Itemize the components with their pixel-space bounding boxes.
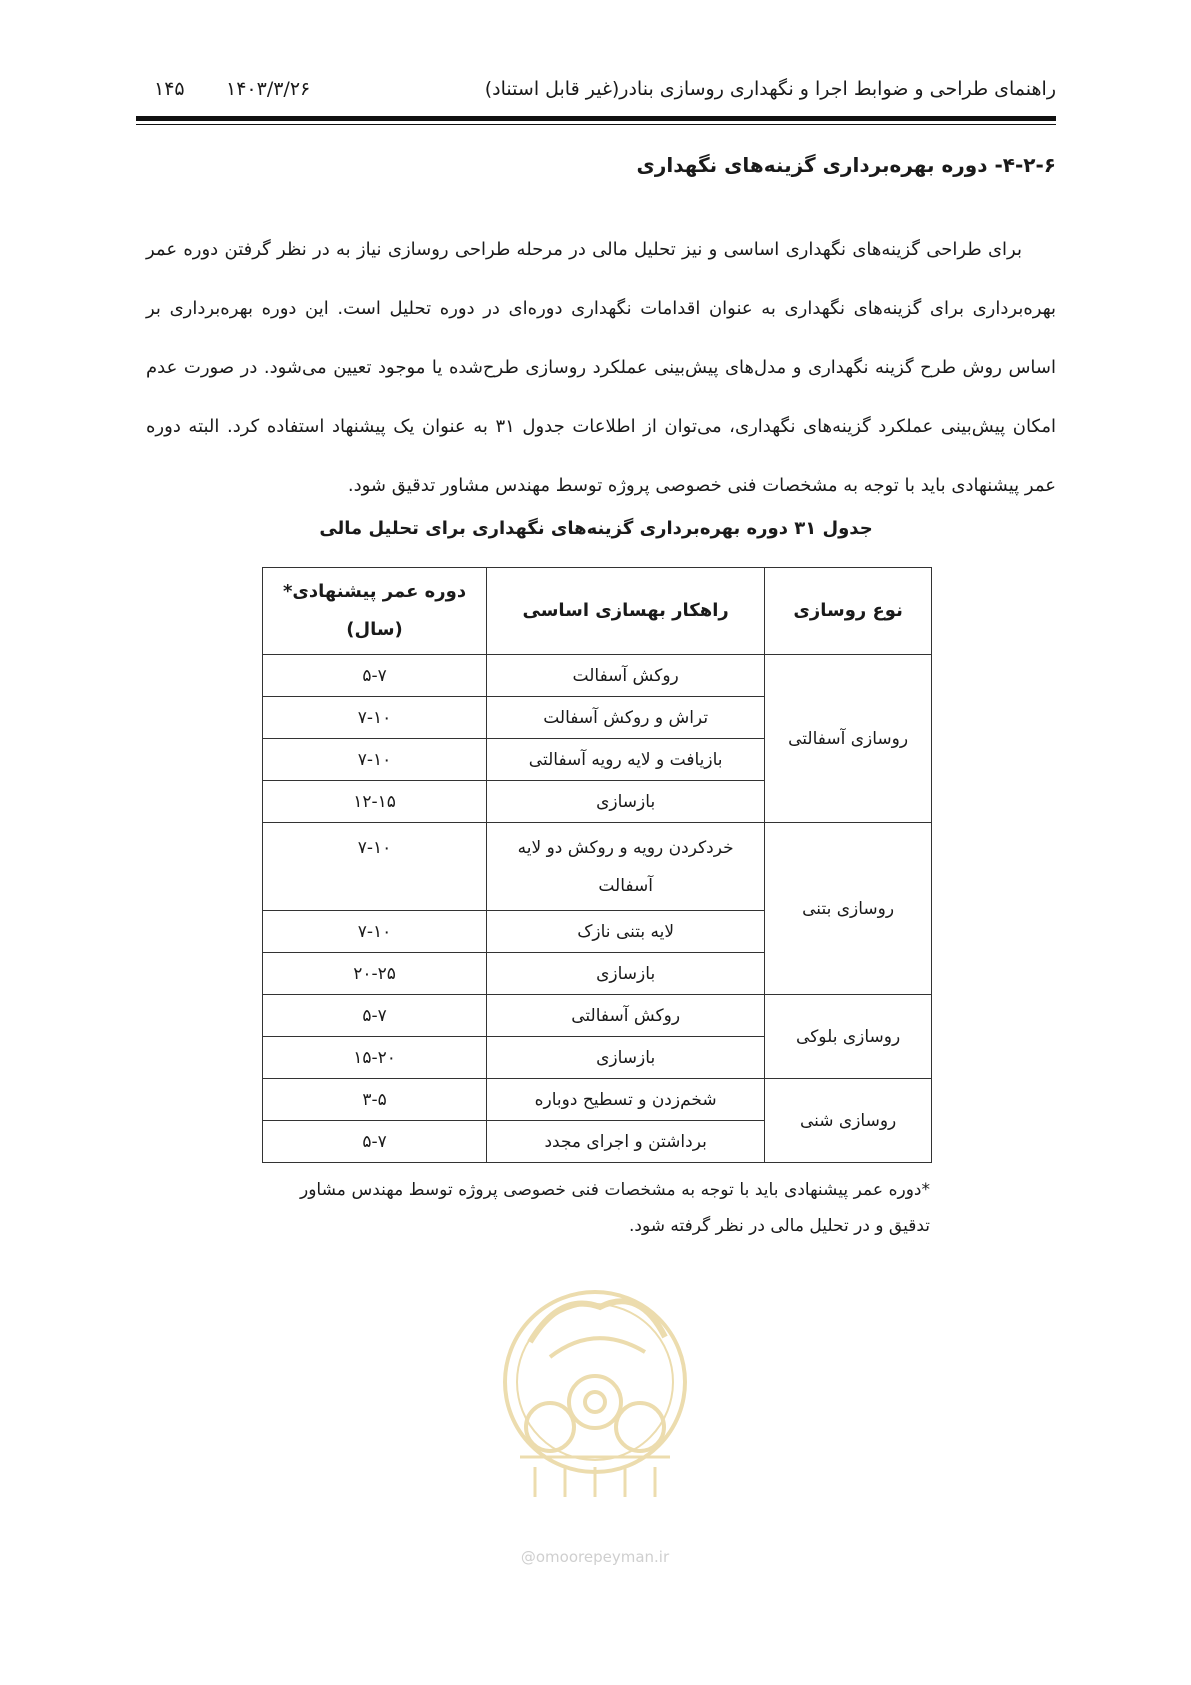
running-title: راهنمای طراحی و ضوابط اجرا و نگهداری روسازی بنادر(غیر قابل استناد): [484, 78, 1056, 100]
header-rehab-method: راهکار بهسازی اساسی: [487, 568, 765, 655]
pavement-type-cell: روسازی بتنی: [765, 823, 932, 995]
method-cell: تراش و روکش آسفالت: [487, 697, 765, 739]
method-cell: شخم‌زدن و تسطیح دوباره: [487, 1079, 765, 1121]
life-cell: ۱۵-۲۰: [263, 1037, 487, 1079]
header-rule-thin: [136, 124, 1056, 125]
table-row: [263, 823, 932, 911]
method-cell: بازسازی: [487, 781, 765, 823]
life-cell: ۷-۱۰: [263, 697, 487, 739]
method-cell: لایه بتنی نازک: [487, 911, 765, 953]
page-header: [136, 78, 1056, 108]
table-footnote: *دوره عمر پیشنهادی باید با توجه به مشخصات فنی خصوصی پروژه توسط مهندس مشاور تدقیق و در تحلیل مالی در نظر گرفته شود.: [300, 1180, 930, 1236]
maintenance-life-table: [262, 567, 932, 1163]
life-cell: ۵-۷: [263, 995, 487, 1037]
pavement-type-cell: روسازی شنی: [765, 1079, 932, 1163]
table-row: [263, 995, 932, 1037]
life-cell: ۵-۷: [263, 655, 487, 697]
life-cell: ۷-۱۰: [263, 739, 487, 781]
life-cell: ۲۰-۲۵: [263, 953, 487, 995]
method-cell: بازیافت و لایه رویه آسفالتی: [487, 739, 765, 781]
method-cell: بازسازی: [487, 1037, 765, 1079]
life-cell: ۷-۱۰: [263, 823, 487, 911]
table-header-row: [263, 568, 932, 655]
watermark-url: @omoorepeyman.ir: [520, 1548, 670, 1566]
table-row: [263, 655, 932, 697]
life-cell: ۱۲-۱۵: [263, 781, 487, 823]
method-cell: برداشتن و اجرای مجدد: [487, 1121, 765, 1163]
header-rule-thick: [136, 116, 1056, 121]
table-caption: جدول ۳۱ دوره بهره‌برداری گزینه‌های نگهداری برای تحلیل مالی: [319, 518, 873, 539]
method-cell: خردکردن رویه و روکش دو لایه آسفالت: [487, 823, 765, 911]
body-paragraph: برای طراحی گزینه‌های نگهداری اساسی و نیز تحلیل مالی در مرحله طراحی روسازی نیاز به در نظر گرفتن دوره عمر بهره‌برداری برای گزینه‌های نگهداری به عنوان اقدامات نگهداری دوره‌ای در دوره تحلیل است. این دوره بهره‌برداری بر اساس روش طرح گزینه نگهداری و مدل‌های پیش‌بینی عملکرد روسازی طرح‌شده یا موجود تعیین می‌شود. در صورت عدم امکان پیش‌بینی عملکرد گزینه‌های نگهداری، می‌توان از اطلاعات جدول ۳۱ به عنوان یک پیشنهاد استفاده کرد. البته دوره عمر پیشنهادی باید با توجه به مشخصات فنی خصوصی پروژه توسط مهندس مشاور تدقیق شود.: [146, 239, 1057, 496]
page-number: ۱۴۵: [154, 78, 185, 100]
method-cell: روکش آسفالتی: [487, 995, 765, 1037]
life-cell: ۵-۷: [263, 1121, 487, 1163]
section-heading: ۴-۲-۶- دوره بهره‌برداری گزینه‌های نگهداری: [636, 153, 1056, 177]
pavement-type-cell: روسازی آسفالتی: [765, 655, 932, 823]
life-cell: ۳-۵: [263, 1079, 487, 1121]
table-row: [263, 1079, 932, 1121]
pavement-type-cell: روسازی بلوکی: [765, 995, 932, 1079]
life-cell: ۷-۱۰: [263, 911, 487, 953]
watermark-seal-icon: [490, 1252, 700, 1552]
method-cell: بازسازی: [487, 953, 765, 995]
header-date: ۱۴۰۳/۳/۲۶: [226, 78, 311, 100]
method-cell: روکش آسفالت: [487, 655, 765, 697]
header-service-life: دوره عمر پیشنهادی* (سال): [263, 568, 487, 655]
header-pavement-type: نوع روسازی: [765, 568, 932, 655]
